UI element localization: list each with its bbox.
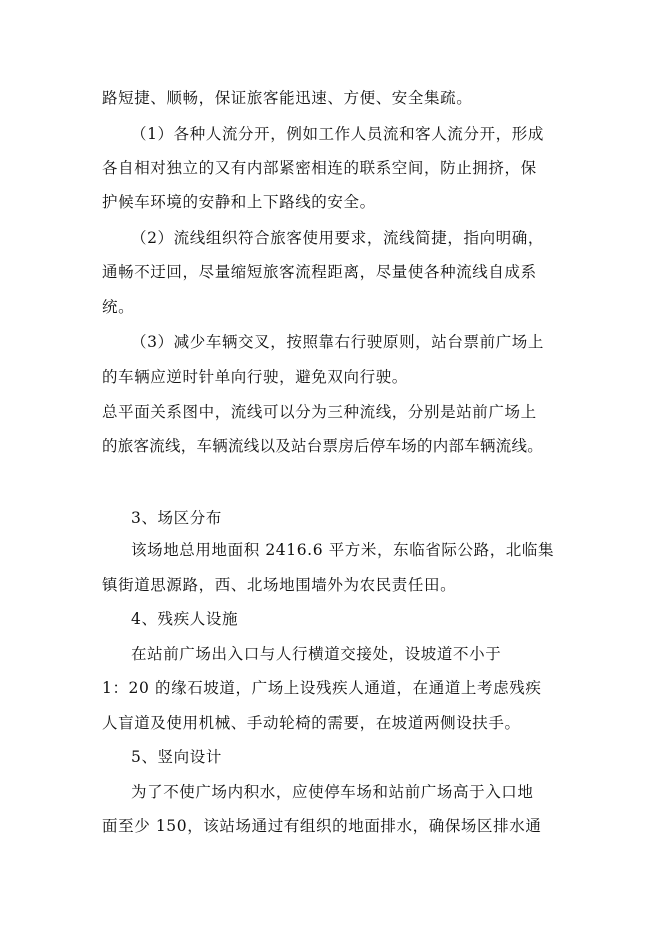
text-line: （1）各种人流分开，例如工作人员流和客人流分开，形成 — [131, 125, 544, 143]
text-line: 的车辆应逆时针单向行驶，避免双向行驶。 — [102, 368, 408, 386]
text-line: 为了不使广场内积水，应使停车场和站前广场高于入口地 — [131, 783, 534, 801]
text-line: 各自相对独立的又有内部紧密相连的联系空间，防止拥挤，保 — [102, 159, 537, 177]
text-line: 通畅不迂回，尽量缩短旅客流程距离，尽量使各种流线自成系 — [102, 263, 537, 281]
text-line: 路短捷、顺畅，保证旅客能迅速、方便、安全集疏。 — [102, 89, 473, 107]
text-line: 面至少 150，该站场通过有组织的地面排水，确保场区排水通 — [102, 817, 542, 835]
text-line: 1：20 的缘石坡道，广场上设残疾人通道，在通道上考虑残疾 — [102, 679, 542, 697]
text-line: 该场地总用地面积 2416.6 平方米，东临省际公路，北临集 — [131, 541, 555, 559]
section-heading: 5、竖向设计 — [131, 748, 222, 766]
text-line: 的旅客流线，车辆流线以及站台票房后停车场的内部车辆流线。 — [102, 437, 544, 455]
section-heading: 4、残疾人设施 — [131, 610, 239, 628]
text-line: （3）减少车辆交叉，按照靠右行驶原则，站台票前广场上 — [131, 333, 544, 351]
text-line: 总平面关系图中，流线可以分为三种流线，分别是站前广场上 — [102, 403, 537, 421]
section-heading: 3、场区分布 — [131, 509, 222, 527]
text-line: 在站前广场出入口与人行横道交接处，设坡道不小于 — [131, 645, 502, 663]
text-line: 镇街道思源路，西、北场地围墙外为农民责任田。 — [102, 576, 457, 594]
text-line: 统。 — [102, 298, 135, 316]
text-line: （2）流线组织符合旅客使用要求，流线简捷，指向明确， — [131, 229, 544, 247]
text-line: 人盲道及使用机械、手动轮椅的需要，在坡道两侧设扶手。 — [102, 714, 521, 732]
text-line: 护候车环境的安静和上下路线的安全。 — [102, 193, 376, 211]
